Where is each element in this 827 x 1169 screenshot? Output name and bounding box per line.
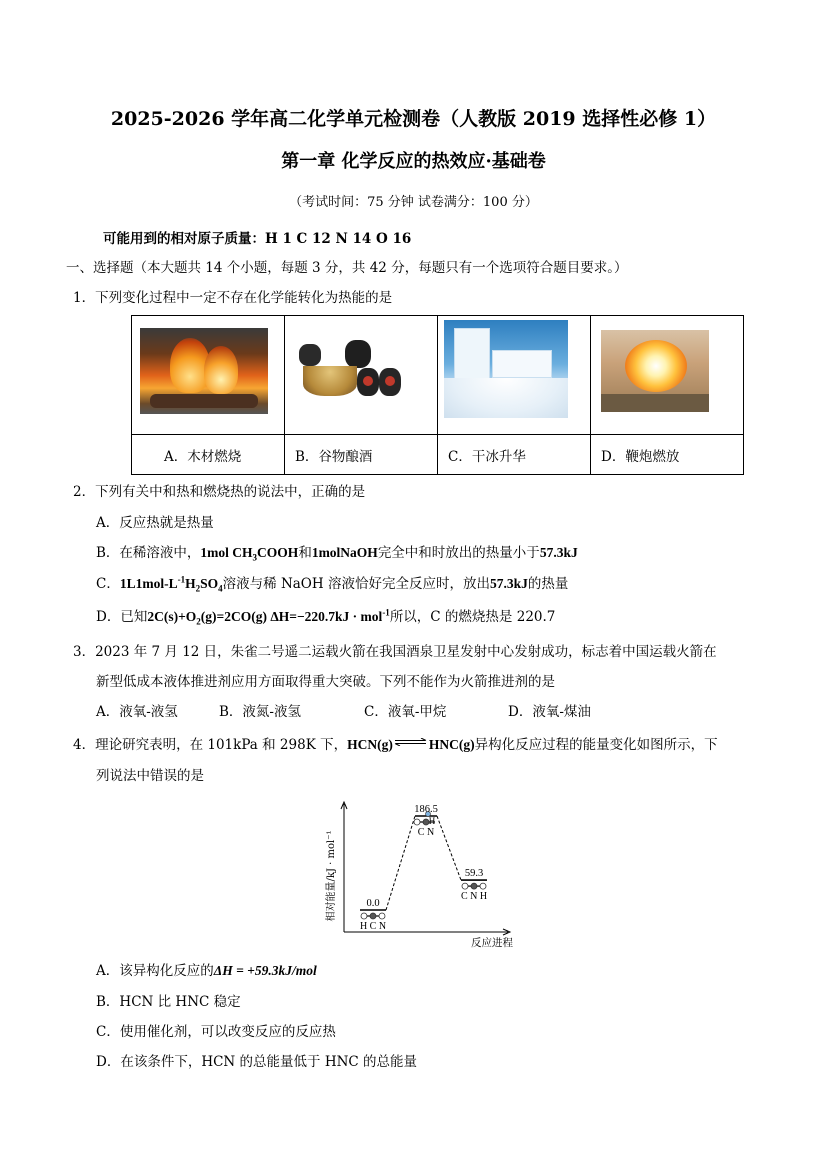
dry-ice-image [444,320,568,418]
q3-option-b: B．液氮-液氢 [219,704,301,720]
equilibrium-arrow-icon [394,734,428,750]
q3-option-c: C．液氧-甲烷 [364,704,447,720]
q2-option-d: D．已知$2C(s)+O_2(g)=2CO(g) \Delta H=-220.7kJ \cdot mol^{-1}$所以，C 的燃烧热是 220.7 [96,607,556,627]
page-subtitle: 第一章 化学反应的热效应·基础卷 [281,151,546,172]
energy-diagram [318,790,528,950]
q3-option-d: D．液氧-煤油 [508,704,591,720]
q1-option-b: B．谷物酿酒 [285,435,438,475]
structure-label-hnc: C N H [460,891,488,903]
connector-1 [437,816,461,880]
q3-stem-line1: 3．2023 年 7 月 12 日，朱雀二号遥二运载火箭在我国酒泉卫星发射中心发射成功，标志着中国运载火箭在 [73,644,717,660]
structure-label-hcn: H C N [359,921,387,932]
ts-atom-label: H [428,816,436,826]
molecule-icon-hnc [462,883,486,889]
q2-option-a: A．反应热就是热量 [96,515,214,531]
q1-option-d: D．鞭炮燃放 [591,435,744,475]
q1-image-c [438,316,590,434]
section-heading: 一、选择题（本大题共 14 个小题，每题 3 分，共 42 分，每题只有一个选项符合题目要求。） [66,260,628,276]
q2-option-b: B．在稀溶液中，1mol $CH_3COOH$和1molNaOH完全中和时放出的热量小于57.3kJ [96,545,578,563]
page-title: 2025-2026 学年高二化学单元检测卷（人教版 2019 选择性必修 1） [110,108,717,130]
data-label-ts: 186.5 [414,804,438,815]
q1-option-a: A．木材燃烧 [132,435,285,475]
q4-stem-line2: 列说法中错误的是 [96,768,204,784]
q1-option-c: C．干冰升华 [438,435,591,475]
q2-option-c: C．$1L1mol-L^{-1}H_2SO_4$溶液与稀 NaOH 溶液恰好完全反应时，放出57.3kJ的热量 [96,574,569,594]
structure-label-ts: C N [417,827,435,838]
grain-wine-image [295,340,405,400]
y-axis [341,802,347,932]
wood-fire-image [140,328,268,414]
q3-stem-line2: 新型低成本液体推进剂应用方面取得重大突破。下列不能作为火箭推进剂的是 [96,674,555,690]
q4-option-c: C．使用催化剂，可以改变反应的反应热 [96,1024,336,1040]
q1-stem: 1．下列变化过程中一定不存在化学能转化为热能的是 [73,290,393,306]
data-label-hcn: 0.0 [366,898,380,909]
q1-option-table [131,315,744,475]
q4-option-b: B．HCN 比 HNC 稳定 [96,994,241,1010]
data-label-hnc: 59.3 [464,868,484,880]
q2-stem: 2．下列有关中和热和燃烧热的说法中，正确的是 [73,484,366,500]
q4-option-a: A．该异构化反应的ΔH = +59.3kJ/mol [96,963,317,979]
connector-0 [386,816,415,910]
q1-image-d [591,316,743,434]
y-axis-label: 相对能量/kJ · mol⁻¹ [326,830,337,922]
q4-option-d: D．在该条件下，HCN 的总能量低于 HNC 的总能量 [96,1054,418,1070]
molecule-icon-hcn [361,913,385,919]
firecracker-image [601,330,709,412]
q4-stem-line1: 4．理论研究表明，在 101kPa 和 298K 下，HCN(g) HNC(g)异构化反应过程的能量变化如图所示，下 [73,733,718,753]
x-axis-label: 反应进程 [471,937,513,949]
atomic-mass-line: 可能用到的相对原子质量：H 1 C 12 N 14 O 16 [103,231,412,247]
q1-image-a [132,316,284,434]
exam-info: （考试时间：75 分钟 试卷满分：100 分） [289,195,538,210]
q1-image-b [285,316,437,434]
q3-option-a: A．液氧-液氢 [96,704,178,720]
